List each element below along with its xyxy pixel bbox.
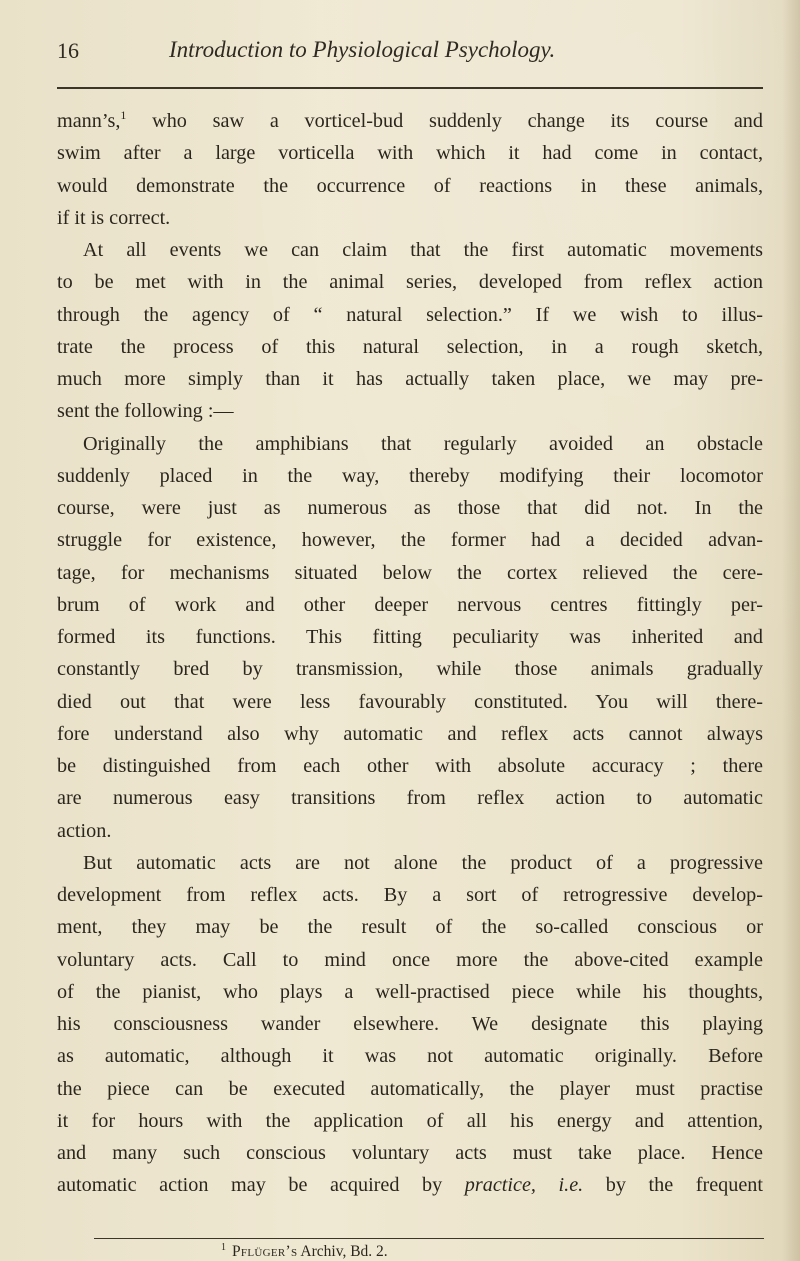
text-line-13: course, were just as numerous as those that did not. In the xyxy=(57,497,763,519)
text-line-2: swim after a large vorticella with which it had come in contact, xyxy=(57,142,763,165)
text-line-16: brum of work and other deeper nervous centres fittingly per- xyxy=(57,593,763,616)
text-line-24: But automatic acts are not alone the product of a progressive xyxy=(83,851,763,874)
text-line-19: died out that were less favourably constituted. You will there- xyxy=(57,690,763,713)
text-line-21: be distinguished from each other with absolute accuracy ; there xyxy=(57,755,763,777)
italic-practice: practice, xyxy=(464,1174,536,1197)
running-header xyxy=(57,34,767,74)
text-line-25: development from reflex acts. By a sort of retrogressive develop- xyxy=(57,884,763,906)
text-line-6: to be met with in the animal series, developed from reflex action xyxy=(57,271,763,294)
footnote-author: Pflüger’s xyxy=(232,1243,298,1260)
header-rule xyxy=(57,87,763,89)
text-line-7: through the agency of “ natural selection.” If we wish to illus- xyxy=(57,303,763,326)
text-line-4: if it is correct. xyxy=(57,206,171,229)
footnote-mark: 1 xyxy=(221,1242,226,1253)
text-line-32: it for hours with the application of all his energy and attention, xyxy=(57,1109,763,1132)
text-line-18: constantly bred by transmission, while those animals gradually xyxy=(57,658,763,681)
text-line-9: much more simply than it has actually taken place, we may pre- xyxy=(57,368,763,390)
body-text xyxy=(57,105,763,1202)
footnote-rule xyxy=(94,1238,764,1239)
text-line-1: mann’s,$^1$ who saw a vorticel-bud suddenly change its course and xyxy=(57,108,763,132)
text-line-8: trate the process of this natural selection, in a rough sketch, xyxy=(57,335,763,358)
text-line-28: of the pianist, who plays a well-practised piece while his thoughts, xyxy=(57,980,763,1003)
footnote-reference: 1 xyxy=(120,108,127,122)
text-line-20: fore understand also why automatic and reflex acts cannot always xyxy=(57,722,763,745)
text-line-34: automatic action may be acquired by practice, i.e. by the frequent xyxy=(57,1174,764,1197)
footnote xyxy=(221,1242,388,1261)
text-line-15: tage, for mechanisms situated below the cortex relieved the cere- xyxy=(57,561,763,584)
running-title: Introduction to Physiological Psychology. xyxy=(169,37,556,62)
text-line-5: At all events we can claim that the first automatic movements xyxy=(83,239,763,261)
text-line-14: struggle for existence, however, the former had a decided advan- xyxy=(57,529,763,552)
page-edge-shadow xyxy=(782,0,800,1261)
text-line-12: suddenly placed in the way, thereby modifying their locomotor xyxy=(57,464,763,487)
italic-ie: i.e. xyxy=(558,1174,584,1197)
text-line-31: the piece can be executed automatically, the player must practise xyxy=(57,1077,763,1100)
text-line-22: are numerous easy transitions from reflex action to automatic xyxy=(57,787,763,810)
text-line-17: formed its functions. This fitting peculiarity was inherited and xyxy=(57,626,763,648)
text-line-23: action. xyxy=(57,819,112,842)
text-line-3: would demonstrate the occurrence of reactions in these animals, xyxy=(57,174,763,197)
text-line-33: and many such conscious voluntary acts must take place. Hence xyxy=(57,1142,763,1164)
text-line-26: ment, they may be the result of the so-called conscious or xyxy=(57,916,763,939)
text-line-29: his consciousness wander elsewhere. We designate this playing xyxy=(57,1013,763,1035)
footnote-source: Archiv, Bd. 2. xyxy=(300,1243,388,1260)
text-line-11: Originally the amphibians that regularly avoided an obstacle xyxy=(83,432,763,455)
text-line-30: as automatic, although it was not automatic originally. Before xyxy=(57,1045,763,1068)
text-line-27: voluntary acts. Call to mind once more the above-cited example xyxy=(57,948,763,971)
text-line-10: sent the following :— xyxy=(57,400,234,423)
page-number: 16 xyxy=(57,38,79,63)
